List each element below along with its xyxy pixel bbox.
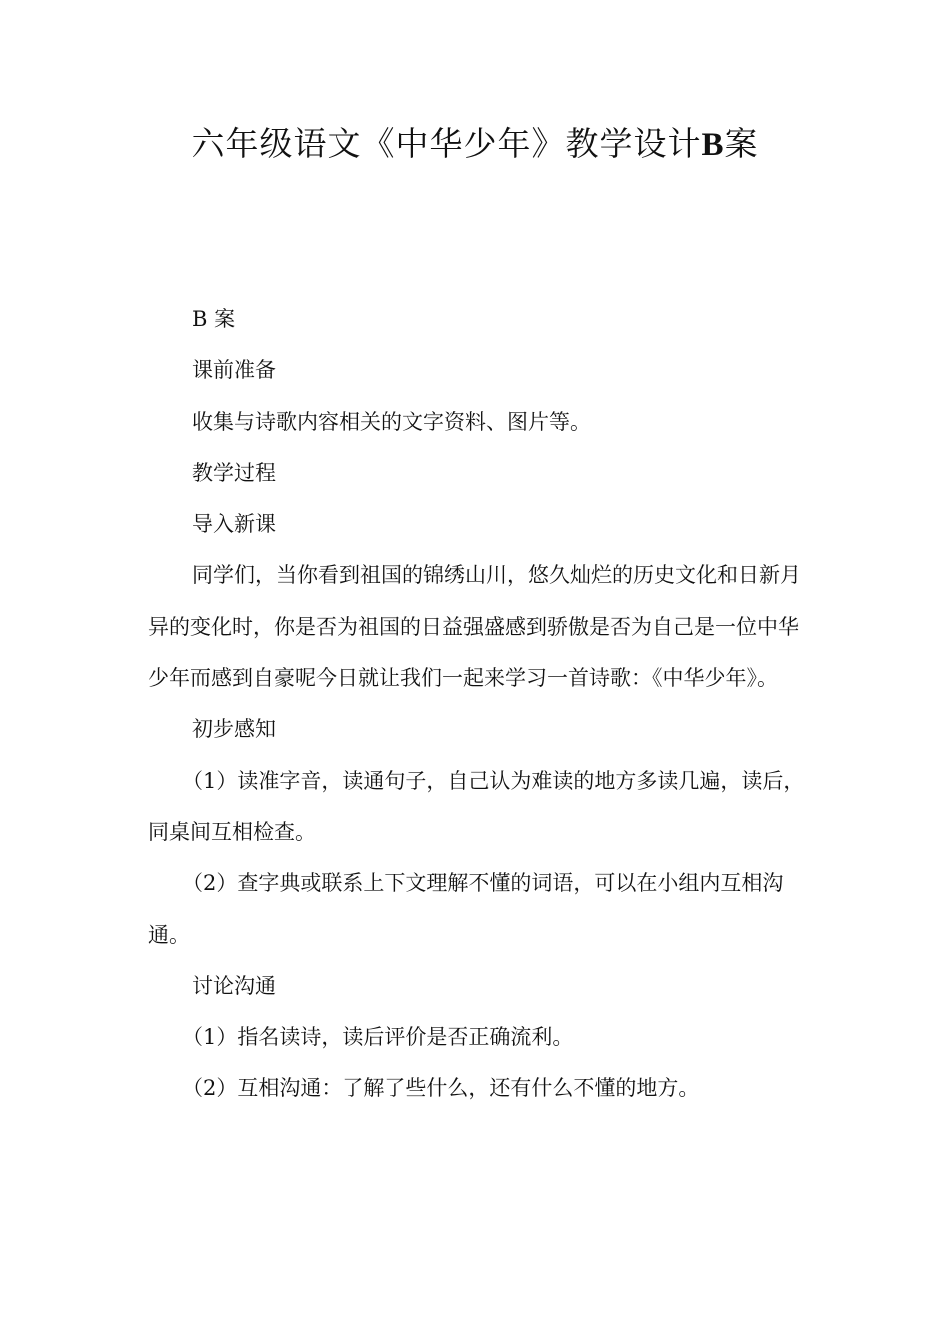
paragraph-step-2: （2）查字典或联系上下文理解不懂的词语，可以在小组内互相沟通。 [148, 871, 784, 947]
title-bold-letter: B [701, 127, 725, 163]
heading-introduction: 导入新课 [192, 512, 276, 537]
paragraph-step-1: （1）读准字音，读通句子，自己认为难读的地方多读几遍，读后，同桌间互相检查。 [148, 768, 805, 844]
title-tail: 案 [724, 124, 759, 163]
heading-preparation: 课前准备 [192, 358, 276, 383]
document-body [148, 294, 808, 1115]
heading-discussion: 讨论沟通 [192, 973, 276, 998]
heading-first-perception: 初步感知 [192, 717, 276, 742]
heading-process: 教学过程 [192, 460, 276, 485]
paragraph-discussion-2: （2）互相沟通：了解了些什么，还有什么不懂的地方。 [182, 1076, 700, 1101]
document-title [0, 118, 950, 171]
title-main: 六年级语文《中华少年》教学设计 [191, 124, 702, 163]
paragraph-discussion-1: （1）指名读诗，读后评价是否正确流利。 [182, 1025, 574, 1050]
paragraph-introduction: 同学们，当你看到祖国的锦绣山川，悠久灿烂的历史文化和日新月异的变化时，你是否为祖国的日益强盛感到骄傲是否为自己是一位中华少年而感到自豪呢今日就让我们一起来学习一首诗歌：《中华少年》。 [148, 563, 801, 691]
paragraph-preparation: 收集与诗歌内容相关的文字资料、图片等。 [192, 409, 591, 434]
section-label-b: B 案 [192, 307, 236, 331]
